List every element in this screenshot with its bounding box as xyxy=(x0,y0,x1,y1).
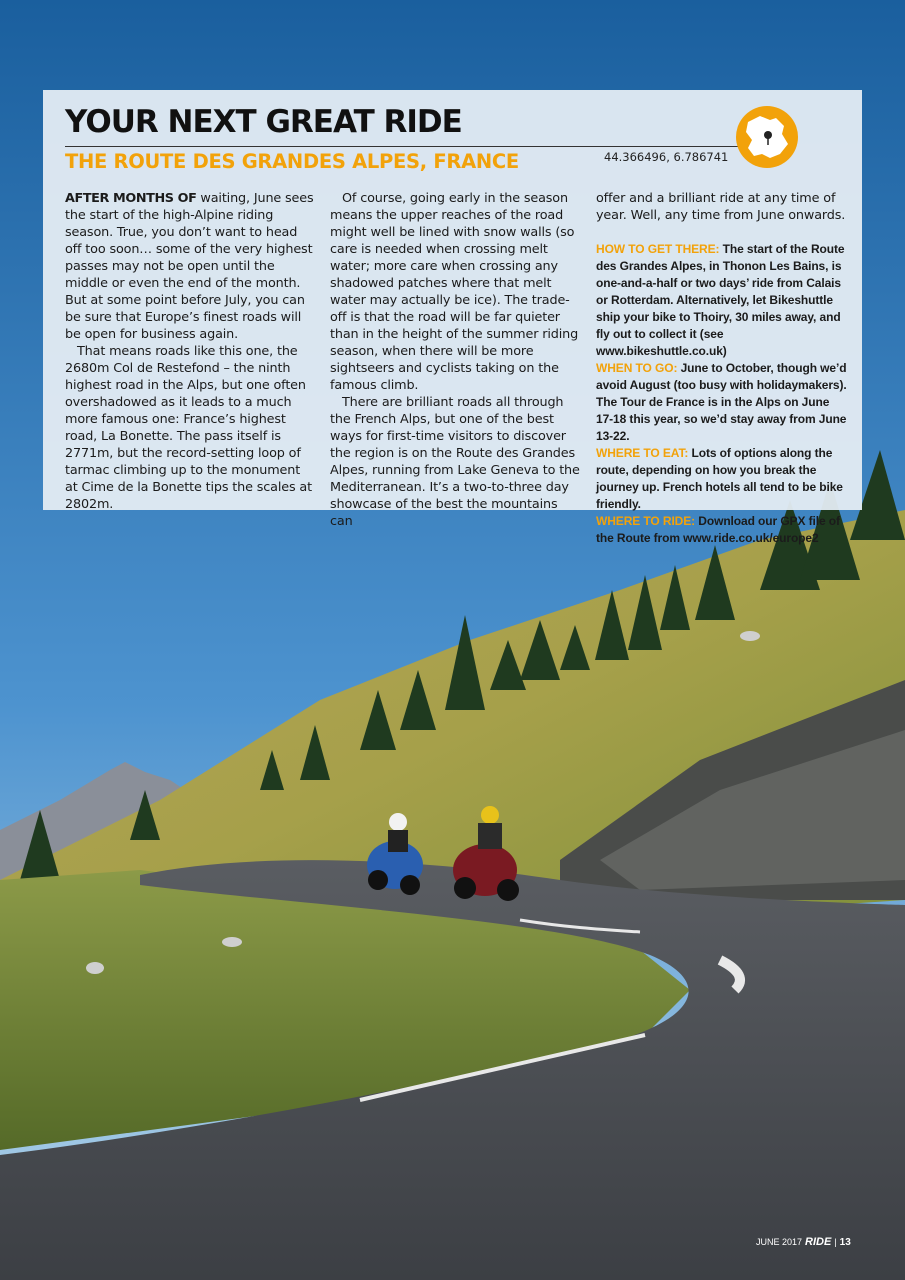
column-2-paragraph-2: There are brilliant roads all through the French Alps, but one of the best ways for first-time visitors to discover the region is on the Route des Grandes Alpes, running from Lake Geneva to the Mediterranean. It’s a two-to-three day showcase of the best the mountains can xyxy=(330,395,580,529)
column-1-paragraph-1 xyxy=(65,190,315,343)
info-where-to-eat xyxy=(596,445,848,513)
info-box xyxy=(596,241,848,547)
location-pin-map-icon xyxy=(734,104,800,170)
info-text: The start of the Route des Grandes Alpes, in Thonon Les Bains, is one-and-a-half or two days’ ride from Calais or Rotterdam. Alternatively, let Bikeshuttle ship your bike to Thoiry, 30 miles away, and fly out to collect it (see www.bikeshuttle.co.uk) xyxy=(596,242,845,358)
info-text: Lots of options along the route, depending on how you break the journey up. French hotels all tend to be bike friendly. xyxy=(596,446,843,511)
article-panel xyxy=(43,90,862,545)
info-when-to-go xyxy=(596,360,848,445)
page-number: 13 xyxy=(839,1236,851,1248)
issue-date: JUNE 2017 xyxy=(756,1237,803,1247)
column-3-paragraph-1: offer and a brilliant ride at any time of year. Well, any time from June onwards. xyxy=(596,191,846,223)
column-1 xyxy=(65,190,315,513)
magazine-brand: RIDE xyxy=(805,1236,832,1248)
headline-rule xyxy=(65,146,757,147)
info-label: HOW TO GET THERE: xyxy=(596,242,720,256)
folio-separator: | xyxy=(834,1237,837,1247)
column-3 xyxy=(596,190,848,547)
lead-in: AFTER MONTHS OF xyxy=(65,191,197,206)
page-folio xyxy=(756,1236,851,1248)
info-label: WHEN TO GO: xyxy=(596,361,678,375)
column-2 xyxy=(330,190,580,530)
gps-coordinates: 44.366496, 6.786741 xyxy=(604,150,729,164)
info-text: June to October, though we’d avoid August (too busy with holidaymakers). The Tour de France is in the Alps on June 17-18 this year, so we’d stay away from June 13-22. xyxy=(596,361,847,443)
subhead: THE ROUTE DES GRANDES ALPES, FRANCE xyxy=(65,150,519,173)
info-text: Download our GPX file of the Route from www.ride.co.uk/europe2 xyxy=(596,514,840,545)
column-2-paragraph-1: Of course, going early in the season means the upper reaches of the road might well be lined with snow walls (so care is needed when crossing melt water; more care when crossing any shadowed patches where that melt water may actually be ice). The trade-off is that the road will be far quieter than in the height of the summer riding season, when there will be more sightseers and cyclists taking on the famous climb. xyxy=(330,191,579,393)
headline: YOUR NEXT GREAT RIDE xyxy=(65,104,462,140)
column-1-paragraph-1-text: waiting, June sees the start of the high-Alpine riding season. True, you don’t want to head off too soon… some of the very highest passes may not be open until the middle or even the end of the month. But at some point before July, you can be sure that Europe’s finest roads will be open for business again. xyxy=(65,191,314,342)
info-label: WHERE TO RIDE: xyxy=(596,514,696,528)
info-where-to-ride xyxy=(596,513,848,547)
info-label: WHERE TO EAT: xyxy=(596,446,689,460)
info-how-to-get-there xyxy=(596,241,848,360)
column-1-paragraph-2: That means roads like this one, the 2680m Col de Restefond – the ninth highest road in the Alps, but one often overshadowed as it leads to a much more famous one: France’s highest road, La Bonette. The pass itself is 2771m, but the record-setting loop of tarmac climbing up to the monument at Cime de la Bonette tips the scales at 2802m. xyxy=(65,344,312,512)
